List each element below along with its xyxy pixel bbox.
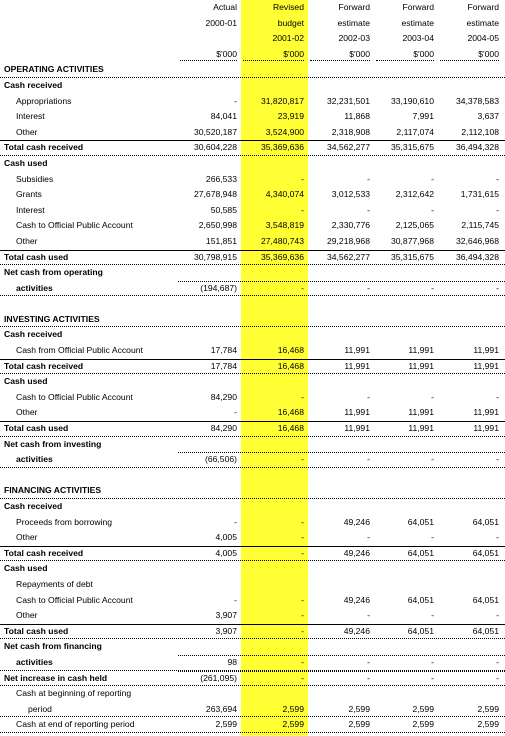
row-label: Cash from Official Public Account xyxy=(16,345,143,356)
cell-actual-2000-01: 30,798,915 xyxy=(193,251,237,262)
cell-actual-2000-01: 2,599 xyxy=(215,719,237,730)
table-row xyxy=(0,296,505,312)
table-row xyxy=(0,499,505,515)
table-row xyxy=(0,561,505,577)
header-underline xyxy=(180,60,237,61)
cell-forward-estimate-2004-05: - xyxy=(496,532,499,543)
cell-revised-budget-2001-02: - xyxy=(301,547,304,558)
cell-actual-2000-01: - xyxy=(234,516,237,527)
cell-revised-budget-2001-02: - xyxy=(301,204,304,215)
cell-forward-estimate-2003-04: 64,051 xyxy=(407,547,434,558)
cell-forward-estimate-2004-05: 64,051 xyxy=(472,516,499,527)
cell-forward-estimate-2002-03: - xyxy=(367,204,370,215)
cell-revised-budget-2001-02: - xyxy=(301,625,304,636)
cell-forward-estimate-2003-04: 64,051 xyxy=(407,594,434,605)
column-header-forward-estimate-2003-04: 2003-04 xyxy=(402,33,434,44)
cell-forward-estimate-2002-03: 11,991 xyxy=(344,407,370,418)
cell-actual-2000-01: 3,907 xyxy=(215,625,237,636)
row-label: Other xyxy=(16,532,38,543)
column-header-forward-estimate-2004-05: Forward xyxy=(467,2,499,12)
cell-forward-estimate-2002-03: 11,868 xyxy=(344,111,370,122)
table-row xyxy=(0,156,505,172)
cell-revised-budget-2001-02: - xyxy=(301,656,304,667)
cell-forward-estimate-2002-03: 3,012,533 xyxy=(331,189,370,200)
cell-revised-budget-2001-02: 16,468 xyxy=(277,407,304,418)
cell-revised-budget-2001-02: - xyxy=(301,610,304,621)
table-row xyxy=(0,312,505,328)
table-row xyxy=(0,390,505,406)
cell-forward-estimate-2004-05: 36,494,328 xyxy=(455,142,499,153)
table-row xyxy=(0,218,505,234)
row-label: Repayments of debt xyxy=(16,578,93,589)
cell-revised-budget-2001-02: 16,468 xyxy=(277,360,304,371)
row-label: Subsidies xyxy=(16,173,54,184)
row-label: Cash received xyxy=(4,501,63,511)
table-row xyxy=(0,343,505,359)
total-rule xyxy=(0,250,505,251)
header-row xyxy=(0,47,505,63)
cell-forward-estimate-2004-05: 11,991 xyxy=(473,407,499,418)
cell-forward-estimate-2003-04: - xyxy=(431,204,434,215)
cell-forward-estimate-2002-03: - xyxy=(367,610,370,621)
cell-forward-estimate-2002-03: - xyxy=(367,656,370,667)
row-label: Net cash from investing xyxy=(4,438,102,449)
table-row xyxy=(0,530,505,546)
table-row xyxy=(0,203,505,219)
cell-forward-estimate-2002-03: 2,599 xyxy=(348,719,370,730)
table-row xyxy=(0,593,505,609)
table-row xyxy=(0,437,505,453)
cell-forward-estimate-2003-04: 11,991 xyxy=(408,407,434,418)
row-label: Other xyxy=(16,407,38,418)
cell-actual-2000-01: - xyxy=(234,407,237,418)
row-label: Other xyxy=(16,610,38,621)
table-row xyxy=(0,405,505,421)
section-heading: OPERATING ACTIVITIES xyxy=(4,64,104,75)
table-row xyxy=(0,187,505,203)
table-row xyxy=(0,374,505,390)
cell-actual-2000-01: 263,694 xyxy=(205,703,237,714)
cell-actual-2000-01: 84,290 xyxy=(210,423,237,434)
cell-actual-2000-01: 151,851 xyxy=(205,235,237,246)
cell-revised-budget-2001-02: 3,548,819 xyxy=(265,220,304,231)
cell-forward-estimate-2003-04: 11,991 xyxy=(408,345,434,356)
table-row xyxy=(0,62,505,78)
table-row xyxy=(0,94,505,110)
table-row xyxy=(0,140,505,156)
cell-forward-estimate-2002-03: 49,246 xyxy=(343,594,370,605)
cell-actual-2000-01: 2,650,998 xyxy=(198,220,237,231)
cell-forward-estimate-2004-05: 32,646,968 xyxy=(455,235,499,246)
row-label: Total cash used xyxy=(4,251,69,262)
table-row xyxy=(0,515,505,531)
cell-forward-estimate-2004-05: 2,112,108 xyxy=(461,126,499,137)
section-heading: FINANCING ACTIVITIES xyxy=(4,485,102,496)
column-header-actual-2000-01: $'000 xyxy=(216,48,237,59)
cell-forward-estimate-2003-04: 35,315,675 xyxy=(390,251,434,262)
cell-forward-estimate-2002-03: 49,246 xyxy=(343,625,370,636)
cell-revised-budget-2001-02: 16,468 xyxy=(277,345,304,356)
net-rule xyxy=(178,671,505,672)
cell-revised-budget-2001-02: 27,480,743 xyxy=(260,235,304,246)
total-rule xyxy=(0,140,505,141)
table-row xyxy=(0,577,505,593)
cell-forward-estimate-2004-05: 11,991 xyxy=(473,423,499,434)
cell-revised-budget-2001-02: - xyxy=(301,282,304,293)
row-label: Cash received xyxy=(4,329,63,340)
table-row xyxy=(0,671,505,687)
cell-revised-budget-2001-02: 23,919 xyxy=(277,111,304,122)
column-header-revised-budget-2001-02: budget xyxy=(277,17,304,28)
cell-forward-estimate-2002-03: 2,599 xyxy=(348,703,370,714)
cell-forward-estimate-2003-04: - xyxy=(431,610,434,621)
cell-forward-estimate-2004-05: - xyxy=(496,672,499,683)
cell-actual-2000-01: 84,290 xyxy=(210,391,237,402)
table-row xyxy=(0,281,505,297)
row-label: Proceeds from borrowing xyxy=(16,516,113,527)
cell-actual-2000-01: 50,585 xyxy=(210,204,237,215)
cell-revised-budget-2001-02: - xyxy=(301,391,304,402)
cell-forward-estimate-2003-04: - xyxy=(431,672,434,683)
cell-forward-estimate-2003-04: 30,877,968 xyxy=(390,235,434,246)
cell-forward-estimate-2003-04: - xyxy=(431,282,434,293)
cell-forward-estimate-2002-03: - xyxy=(367,532,370,543)
row-label: Cash used xyxy=(4,376,48,387)
table-row xyxy=(0,639,505,655)
row-label: Net cash from operating xyxy=(4,267,103,278)
row-label: Net cash from financing xyxy=(4,641,102,652)
cell-forward-estimate-2004-05: - xyxy=(496,454,499,465)
net-rule xyxy=(178,452,505,453)
row-label: Cash used xyxy=(4,157,48,168)
column-header-revised-budget-2001-02: $'000 xyxy=(283,48,304,59)
cell-forward-estimate-2004-05: - xyxy=(496,173,499,184)
cell-actual-2000-01: 27,678,948 xyxy=(193,189,237,200)
cell-forward-estimate-2004-05: 36,494,328 xyxy=(455,251,499,262)
cell-forward-estimate-2003-04: 7,991 xyxy=(412,111,434,122)
header-underline xyxy=(440,60,499,61)
cell-forward-estimate-2002-03: 11,991 xyxy=(344,345,370,356)
cell-actual-2000-01: 17,784 xyxy=(210,345,237,356)
cell-forward-estimate-2004-05: - xyxy=(496,656,499,667)
row-label: Other xyxy=(16,126,38,137)
cell-actual-2000-01: - xyxy=(234,95,237,106)
row-label: activities xyxy=(16,282,53,293)
cell-actual-2000-01: (261,095) xyxy=(200,672,237,683)
cell-actual-2000-01: 84,041 xyxy=(210,111,237,122)
row-label: Appropriations xyxy=(16,95,72,106)
column-header-actual-2000-01: Actual xyxy=(213,2,237,12)
cell-forward-estimate-2002-03: 49,246 xyxy=(343,547,370,558)
cell-revised-budget-2001-02: 3,524,900 xyxy=(265,126,304,137)
row-label: Net increase in cash held xyxy=(4,672,108,683)
cell-forward-estimate-2003-04: 64,051 xyxy=(407,625,434,636)
table-row xyxy=(0,359,505,375)
header-underline xyxy=(310,60,370,61)
cell-revised-budget-2001-02: - xyxy=(301,454,304,465)
cell-forward-estimate-2002-03: - xyxy=(367,282,370,293)
total-rule xyxy=(0,624,505,625)
column-header-forward-estimate-2002-03: 2002-03 xyxy=(338,33,370,44)
row-label: Total cash received xyxy=(4,547,84,558)
cell-forward-estimate-2003-04: - xyxy=(431,532,434,543)
cell-forward-estimate-2004-05: 11,991 xyxy=(473,345,499,356)
column-header-revised-budget-2001-02: Revised xyxy=(272,2,304,12)
row-label: Cash at end of reporting period xyxy=(16,719,135,730)
cell-forward-estimate-2002-03: - xyxy=(367,454,370,465)
cell-revised-budget-2001-02: - xyxy=(301,532,304,543)
row-label: Grants xyxy=(16,189,42,200)
cell-forward-estimate-2004-05: 3,637 xyxy=(477,111,499,122)
row-label: Cash received xyxy=(4,79,63,90)
cell-revised-budget-2001-02: 2,599 xyxy=(282,703,304,714)
cell-revised-budget-2001-02: 4,340,074 xyxy=(265,189,304,200)
cell-forward-estimate-2003-04: - xyxy=(431,391,434,402)
cell-revised-budget-2001-02: - xyxy=(301,516,304,527)
cell-forward-estimate-2004-05: 2,599 xyxy=(477,719,499,730)
cell-forward-estimate-2002-03: 2,318,908 xyxy=(331,126,370,137)
cell-revised-budget-2001-02: 16,468 xyxy=(277,423,304,434)
cell-forward-estimate-2003-04: 2,312,642 xyxy=(395,189,434,200)
table-row xyxy=(0,172,505,188)
cell-forward-estimate-2004-05: 1,731,615 xyxy=(460,189,499,200)
table-row xyxy=(0,483,505,499)
header-underline xyxy=(376,60,434,61)
cell-forward-estimate-2003-04: 64,051 xyxy=(407,516,434,527)
cell-revised-budget-2001-02: - xyxy=(301,672,304,683)
column-header-forward-estimate-2003-04: $'000 xyxy=(413,48,434,59)
row-label: Total cash used xyxy=(4,423,69,434)
cell-forward-estimate-2002-03: 11,991 xyxy=(344,360,370,371)
cell-actual-2000-01: (194,687) xyxy=(200,282,237,293)
cell-forward-estimate-2003-04: 2,599 xyxy=(412,703,434,714)
table-row xyxy=(0,327,505,343)
total-rule xyxy=(0,546,505,547)
column-header-forward-estimate-2004-05: 2004-05 xyxy=(467,33,499,44)
column-header-revised-budget-2001-02: 2001-02 xyxy=(272,33,304,44)
header-row xyxy=(0,16,505,32)
column-header-forward-estimate-2003-04: Forward xyxy=(402,2,434,12)
table-row xyxy=(0,109,505,125)
row-label: Cash to Official Public Account xyxy=(16,594,133,605)
table-row xyxy=(0,125,505,141)
table-row xyxy=(0,250,505,266)
cell-forward-estimate-2004-05: 2,115,745 xyxy=(461,220,499,231)
table-row xyxy=(0,608,505,624)
cell-forward-estimate-2004-05: 11,991 xyxy=(473,360,499,371)
column-header-forward-estimate-2003-04: estimate xyxy=(401,17,434,28)
cell-forward-estimate-2004-05: 64,051 xyxy=(472,547,499,558)
row-label: Interest xyxy=(16,204,45,215)
row-label: Cash to Official Public Account xyxy=(16,391,133,402)
cell-forward-estimate-2003-04: 2,125,065 xyxy=(395,220,434,231)
row-label: Total cash used xyxy=(4,625,69,636)
cell-forward-estimate-2002-03: - xyxy=(367,391,370,402)
cell-forward-estimate-2004-05: - xyxy=(496,610,499,621)
cell-revised-budget-2001-02: - xyxy=(301,173,304,184)
header-underline xyxy=(243,60,304,61)
table-row xyxy=(0,655,505,671)
cell-actual-2000-01: 3,907 xyxy=(215,610,237,621)
table-row xyxy=(0,452,505,468)
column-header-forward-estimate-2004-05: estimate xyxy=(466,17,499,28)
cell-forward-estimate-2002-03: 49,246 xyxy=(343,516,370,527)
header-row xyxy=(0,31,505,47)
table-row xyxy=(0,624,505,640)
cell-forward-estimate-2004-05: - xyxy=(496,391,499,402)
cell-revised-budget-2001-02: 2,599 xyxy=(282,719,304,730)
row-label: Interest xyxy=(16,111,45,122)
table-row xyxy=(0,421,505,437)
total-rule xyxy=(0,359,505,360)
cell-forward-estimate-2003-04: 11,991 xyxy=(408,423,434,434)
table-row xyxy=(0,78,505,94)
net-rule xyxy=(178,655,505,656)
cell-actual-2000-01: (66,506) xyxy=(204,454,237,465)
cell-actual-2000-01: 30,604,228 xyxy=(193,142,237,153)
cell-forward-estimate-2002-03: 32,231,501 xyxy=(326,95,370,106)
cell-forward-estimate-2002-03: 29,218,968 xyxy=(326,235,370,246)
cell-forward-estimate-2003-04: - xyxy=(431,454,434,465)
cell-forward-estimate-2002-03: - xyxy=(367,173,370,184)
cell-forward-estimate-2002-03: 11,991 xyxy=(344,423,370,434)
row-label: activities xyxy=(16,656,53,667)
table-row xyxy=(0,702,505,718)
table-row xyxy=(0,546,505,562)
row-label: period xyxy=(28,703,52,714)
total-rule xyxy=(0,421,505,422)
cell-forward-estimate-2002-03: 2,330,776 xyxy=(331,220,370,231)
cell-forward-estimate-2003-04: 2,599 xyxy=(412,719,434,730)
row-label: activities xyxy=(16,454,53,465)
cell-forward-estimate-2004-05: 64,051 xyxy=(472,594,499,605)
table-row xyxy=(0,265,505,281)
cell-forward-estimate-2003-04: 11,991 xyxy=(408,360,434,371)
cell-forward-estimate-2004-05: - xyxy=(496,204,499,215)
cell-forward-estimate-2002-03: 34,562,277 xyxy=(326,251,370,262)
cell-actual-2000-01: 4,005 xyxy=(215,532,237,543)
row-label: Cash used xyxy=(4,563,48,574)
row-label: Cash to Official Public Account xyxy=(16,220,133,231)
table-row xyxy=(0,468,505,484)
cell-forward-estimate-2004-05: - xyxy=(496,282,499,293)
cell-forward-estimate-2002-03: 34,562,277 xyxy=(326,142,370,153)
cell-revised-budget-2001-02: 31,820,817 xyxy=(260,95,304,106)
table-row xyxy=(0,234,505,250)
cell-forward-estimate-2004-05: 2,599 xyxy=(477,703,499,714)
cell-revised-budget-2001-02: 35,369,636 xyxy=(260,251,304,262)
column-header-actual-2000-01: 2000-01 xyxy=(205,17,237,28)
table-row xyxy=(0,686,505,702)
cell-actual-2000-01: 266,533 xyxy=(205,173,237,184)
row-label: Total cash received xyxy=(4,360,84,371)
cell-forward-estimate-2002-03: - xyxy=(367,672,370,683)
cell-actual-2000-01: - xyxy=(234,594,237,605)
cell-forward-estimate-2003-04: - xyxy=(431,656,434,667)
cell-actual-2000-01: 98 xyxy=(227,656,237,667)
cell-forward-estimate-2003-04: 2,117,074 xyxy=(396,126,434,137)
column-header-forward-estimate-2004-05: $'000 xyxy=(478,48,499,59)
cell-actual-2000-01: 17,784 xyxy=(210,360,237,371)
cell-revised-budget-2001-02: 35,369,636 xyxy=(260,142,304,153)
cell-actual-2000-01: 4,005 xyxy=(215,547,237,558)
header-row xyxy=(0,0,505,16)
net-rule xyxy=(178,281,505,282)
cell-forward-estimate-2004-05: 34,378,583 xyxy=(455,95,499,106)
cell-forward-estimate-2003-04: 35,315,675 xyxy=(390,142,434,153)
row-label: Other xyxy=(16,235,38,246)
cell-actual-2000-01: 30,520,187 xyxy=(193,126,237,137)
column-header-forward-estimate-2002-03: Forward xyxy=(338,2,370,12)
column-header-forward-estimate-2002-03: estimate xyxy=(337,17,370,28)
row-label: Cash at beginning of reporting xyxy=(16,688,132,699)
table-row xyxy=(0,717,505,733)
cell-forward-estimate-2003-04: - xyxy=(431,173,434,184)
cell-forward-estimate-2003-04: 33,190,610 xyxy=(390,95,434,106)
row-underline xyxy=(0,732,505,733)
row-label: Total cash received xyxy=(4,142,84,153)
section-heading: INVESTING ACTIVITIES xyxy=(4,313,100,324)
column-header-forward-estimate-2002-03: $'000 xyxy=(349,48,370,59)
cell-revised-budget-2001-02: - xyxy=(301,594,304,605)
cell-forward-estimate-2004-05: 64,051 xyxy=(472,625,499,636)
